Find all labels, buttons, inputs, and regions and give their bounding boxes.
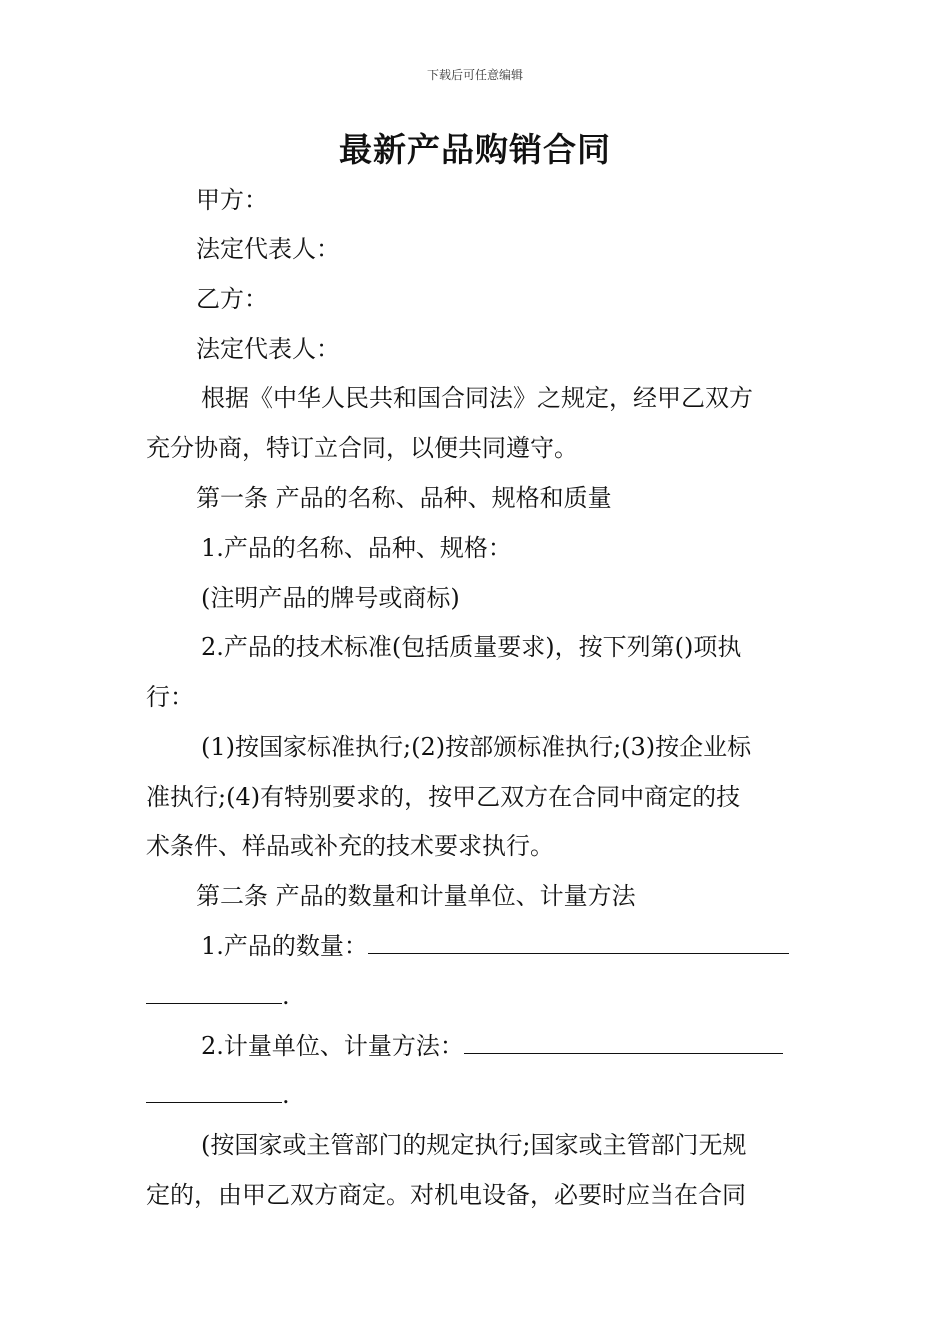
- regulation-line-1: (按国家或主管部门的规定执行;国家或主管部门无规: [201, 1131, 747, 1159]
- quantity-blank: [368, 931, 789, 954]
- article-1-item-1: 1.产品的名称、品种、规格：: [201, 534, 512, 562]
- regulation-line-2: 定的，由甲乙双方商定。对机电设备，必要时应当在合同: [146, 1181, 746, 1209]
- quantity-continuation: [146, 978, 808, 1014]
- preamble-line-1: 根据《中华人民共和国合同法》之规定，经甲乙双方: [201, 384, 753, 412]
- unit-method-continuation: [146, 1077, 808, 1113]
- unit-method-blank: [464, 1031, 783, 1054]
- quantity-line: [146, 928, 808, 964]
- party-b-representative-line: 法定代表人：: [196, 335, 340, 363]
- quantity-end-period: .: [282, 982, 290, 1010]
- header-note: 下载后可任意编辑: [426, 68, 523, 82]
- unit-method-line: [146, 1028, 808, 1064]
- article-1-heading: 第一条 产品的名称、品种、规格和质量: [196, 484, 612, 512]
- article-2-heading: 第二条 产品的数量和计量单位、计量方法: [196, 882, 636, 910]
- standards-line-3: 术条件、样品或补充的技术要求执行。: [146, 832, 554, 860]
- article-1-note: (注明产品的牌号或商标): [201, 584, 460, 612]
- quantity-label: 1.产品的数量：: [201, 932, 368, 960]
- document-title: 最新产品购销合同: [339, 130, 611, 169]
- party-a-line: 甲方：: [196, 186, 268, 214]
- standards-line-1: (1)按国家标准执行;(2)按部颁标准执行;(3)按企业标: [201, 733, 752, 761]
- preamble-line-2: 充分协商，特订立合同，以便共同遵守。: [146, 434, 578, 462]
- unit-method-label: 2.计量单位、计量方法：: [201, 1032, 464, 1060]
- unit-method-blank-continued: [146, 1080, 282, 1103]
- unit-method-end-period: .: [282, 1081, 290, 1109]
- quantity-blank-continued: [146, 981, 282, 1004]
- standards-line-2: 准执行;(4)有特别要求的，按甲乙双方在合同中商定的技: [146, 783, 741, 811]
- article-1-item-2-line-1: 2.产品的技术标准(包括质量要求)，按下列第()项执: [201, 633, 742, 661]
- article-1-item-2-line-2: 行：: [146, 683, 194, 711]
- party-b-line: 乙方：: [196, 285, 268, 313]
- party-a-representative-line: 法定代表人：: [196, 235, 340, 263]
